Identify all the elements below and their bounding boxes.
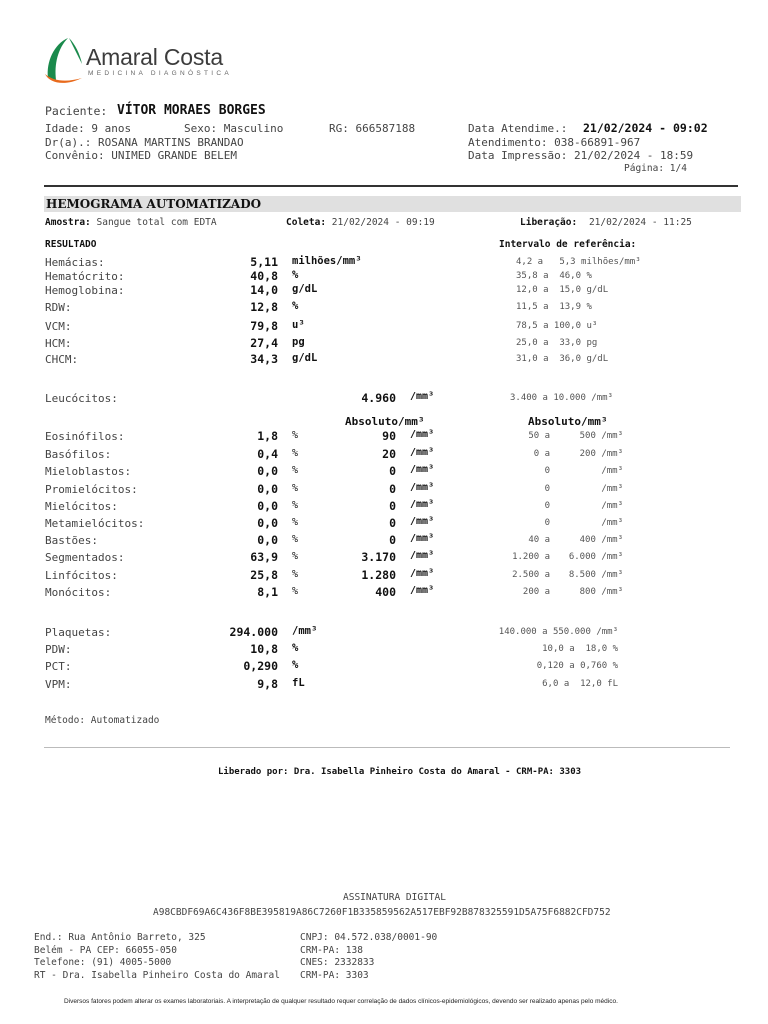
diff-label: Mielócitos: xyxy=(45,500,118,513)
release-value: 21/02/2024 - 11:25 xyxy=(588,217,692,228)
diff-ref-low: 0 xyxy=(544,518,550,528)
diff-percent: 8,1 xyxy=(257,585,278,599)
diff-ref-high: /mm³ xyxy=(601,466,623,476)
diff-percent-unit: % xyxy=(292,448,299,459)
diff-ref-low: 200 a xyxy=(522,587,550,597)
diff-absolute: 1.280 xyxy=(361,568,396,582)
result-label: HCM: xyxy=(45,337,72,350)
platelet-unit: fL xyxy=(292,677,305,689)
result-label: CHCM: xyxy=(45,353,79,366)
collect-label: Coleta: xyxy=(286,217,327,228)
sample-value: Sangue total com EDTA xyxy=(96,217,217,228)
platelet-reference: 140.000 a 550.000 /mm³ xyxy=(498,627,618,637)
platelet-value: 294.000 xyxy=(229,625,278,639)
result-value: 5,11 xyxy=(250,255,278,269)
platelet-unit: % xyxy=(292,659,299,671)
diff-percent-unit: % xyxy=(292,586,299,597)
doctor: Dr(a).: ROSANA MARTINS BRANDAO xyxy=(45,136,244,149)
diff-percent: 0,0 xyxy=(257,499,278,513)
result-value: 79,8 xyxy=(250,319,278,333)
page-number: Página: 1/4 xyxy=(624,163,687,174)
platelet-value: 9,8 xyxy=(257,677,278,691)
diff-absolute-unit: /mm³ xyxy=(410,447,435,458)
platelet-reference: 6,0 a 12,0 fL xyxy=(542,679,618,689)
result-label: Hemoglobina: xyxy=(45,284,125,297)
footer-right-line: CNPJ: 04.572.038/0001-90 xyxy=(300,932,438,943)
footer-right-line: CNES: 2332833 xyxy=(300,957,375,968)
reference-range: 4,2 a 5,3 milhões/mm³ xyxy=(516,257,641,267)
diff-percent: 0,0 xyxy=(257,533,278,547)
signature-hash: A98CBDF69A6C436F8BE395819A86C7260F1B335859562A517EBF92B878325591D5A75F6882CFD752 xyxy=(153,907,611,918)
footer-left-line: Belém - PA CEP: 66055-050 xyxy=(34,944,177,956)
footer-left-line: Telefone: (91) 4005-5000 xyxy=(34,957,172,968)
result-value: 12,8 xyxy=(250,300,278,314)
diff-percent-unit: % xyxy=(292,483,299,494)
diff-label: Mieloblastos: xyxy=(45,465,132,478)
sample-label: Amostra: xyxy=(45,217,91,228)
diff-absolute-unit: /mm³ xyxy=(410,464,435,475)
diff-absolute: 400 xyxy=(375,585,396,599)
diff-absolute-unit: /mm³ xyxy=(410,516,435,527)
diff-percent: 0,0 xyxy=(257,464,278,478)
diff-percent: 0,0 xyxy=(257,482,278,496)
diff-ref-high: 200 /mm³ xyxy=(579,449,623,459)
result-unit: g/dL xyxy=(292,352,318,364)
patient-rg: RG: 666587188 xyxy=(329,122,416,135)
diff-percent: 0,4 xyxy=(257,447,278,461)
diff-percent: 0,0 xyxy=(257,516,278,530)
diff-ref-high: /mm³ xyxy=(601,484,623,494)
collect-value: 21/02/2024 - 09:19 xyxy=(331,217,435,228)
diff-percent-unit: % xyxy=(292,534,299,545)
reference-range: 35,8 a 46,0 % xyxy=(516,271,592,281)
platelet-unit: /mm³ xyxy=(292,625,318,637)
patient-age: Idade: 9 anos xyxy=(45,122,132,135)
diff-ref-low: 0 xyxy=(544,501,550,511)
footer-address xyxy=(34,932,280,982)
diff-absolute: 0 xyxy=(389,499,396,513)
brand-name: Amaral Costa xyxy=(86,44,223,70)
diff-absolute: 0 xyxy=(389,482,396,496)
reference-range: 25,0 a 33,0 pg xyxy=(516,338,598,348)
diff-label: Segmentados: xyxy=(45,551,125,564)
diff-absolute-unit: /mm³ xyxy=(410,533,435,544)
platelet-reference: 0,120 a 0,760 % xyxy=(536,661,618,671)
patient-name: VÍTOR MORAES BORGES xyxy=(117,103,266,118)
attendance-date-value: 21/02/2024 - 09:02 xyxy=(583,121,708,135)
insurance: Convênio: UNIMED GRANDE BELEM xyxy=(45,149,238,162)
signature-title: ASSINATURA DIGITAL xyxy=(343,892,446,903)
header-rule xyxy=(44,185,738,187)
leuko-unit: /mm³ xyxy=(410,391,435,402)
method: Método: Automatizado xyxy=(45,715,160,726)
footer-left-line: RT - Dra. Isabella Pinheiro Costa do Amaral xyxy=(34,969,280,981)
attendance-number: Atendimento: 038-66891-967 xyxy=(468,136,641,149)
brand-subtitle: MEDICINA DIAGNÓSTICA xyxy=(88,70,233,77)
leuko-ref: 3.400 a 10.000 /mm³ xyxy=(510,393,613,403)
attendance-date-label: Data Atendime.: xyxy=(468,122,568,135)
absolute-header: Absoluto/mm³ xyxy=(345,415,425,428)
release-info xyxy=(520,217,692,228)
result-header: RESULTADO xyxy=(45,239,97,250)
reference-range: 11,5 a 13,9 % xyxy=(516,302,592,312)
result-value: 40,8 xyxy=(250,269,278,283)
collect-info xyxy=(286,217,435,228)
result-unit: pg xyxy=(292,336,305,348)
platelet-unit: % xyxy=(292,642,299,654)
result-value: 27,4 xyxy=(250,336,278,350)
diff-percent: 25,8 xyxy=(250,568,278,582)
footer-right-line: CRM-PA: 138 xyxy=(300,944,363,956)
diff-percent-unit: % xyxy=(292,551,299,562)
result-label: VCM: xyxy=(45,320,72,333)
diff-absolute-unit: /mm³ xyxy=(410,482,435,493)
leuko-label: Leucócitos: xyxy=(45,392,118,405)
diff-absolute: 90 xyxy=(382,429,396,443)
diff-absolute-unit: /mm³ xyxy=(410,499,435,510)
diff-ref-low: 0 xyxy=(544,484,550,494)
platelet-value: 10,8 xyxy=(250,642,278,656)
diff-label: Basófilos: xyxy=(45,448,112,461)
footer-right-line: CRM-PA: 3303 xyxy=(300,969,369,981)
result-unit: u³ xyxy=(292,319,305,331)
platelet-label: PDW: xyxy=(45,643,72,656)
diff-percent: 1,8 xyxy=(257,429,278,443)
patient-sex: Sexo: Masculino xyxy=(184,122,284,135)
diff-percent-unit: % xyxy=(292,569,299,580)
diff-label: Promielócitos: xyxy=(45,483,138,496)
released-by: Liberado por: Dra. Isabella Pinheiro Costa do Amaral - CRM-PA: 3303 xyxy=(218,767,582,777)
result-unit: % xyxy=(292,269,299,281)
diff-absolute: 0 xyxy=(389,464,396,478)
diff-absolute: 0 xyxy=(389,516,396,530)
diff-absolute: 0 xyxy=(389,533,396,547)
diff-absolute-unit: /mm³ xyxy=(410,429,435,440)
reference-header: Intervalo de referência: xyxy=(499,239,637,250)
diff-ref-high: 8.500 /mm³ xyxy=(568,570,623,580)
brand-logo-icon xyxy=(42,34,86,86)
diff-absolute-unit: /mm³ xyxy=(410,550,435,561)
diff-absolute: 20 xyxy=(382,447,396,461)
reference-range: 12,0 a 15,0 g/dL xyxy=(516,285,609,295)
disclaimer: Diversos fatores podem alterar os exames laboratoriais. A interpretação de qualquer resultado requer correlação de dados clínicos-epidemiológicos, devendo ser realizado apenas pelo médico. xyxy=(64,998,618,1005)
print-date: Data Impressão: 21/02/2024 - 18:59 xyxy=(468,149,694,162)
diff-ref-low: 2.500 a xyxy=(512,570,550,580)
diff-percent: 63,9 xyxy=(250,550,278,564)
result-unit: milhões/mm³ xyxy=(292,255,362,267)
diff-label: Eosinófilos: xyxy=(45,430,125,443)
diff-label: Linfócitos: xyxy=(45,569,118,582)
diff-ref-low: 1.200 a xyxy=(512,552,550,562)
diff-ref-high: 800 /mm³ xyxy=(579,587,623,597)
diff-ref-high: 400 /mm³ xyxy=(579,535,623,545)
diff-label: Monócitos: xyxy=(45,586,112,599)
diff-absolute: 3.170 xyxy=(361,550,396,564)
result-label: Hematócrito: xyxy=(45,270,125,283)
reference-range: 31,0 a 36,0 g/dL xyxy=(516,354,609,364)
platelet-label: PCT: xyxy=(45,660,72,673)
diff-ref-low: 50 a xyxy=(528,431,550,441)
result-value: 14,0 xyxy=(250,283,278,297)
diff-ref-high: 6.000 /mm³ xyxy=(568,552,623,562)
diff-ref-high: /mm³ xyxy=(601,518,623,528)
absolute-ref-header: Absoluto/mm³ xyxy=(528,415,608,428)
platelet-label: Plaquetas: xyxy=(45,626,112,639)
platelet-label: VPM: xyxy=(45,678,72,691)
result-value: 34,3 xyxy=(250,352,278,366)
platelet-value: 0,290 xyxy=(243,659,278,673)
exam-title: HEMOGRAMA AUTOMATIZADO xyxy=(46,197,262,211)
diff-ref-low: 40 a xyxy=(528,535,550,545)
diff-ref-high: /mm³ xyxy=(601,501,623,511)
diff-label: Metamielócitos: xyxy=(45,517,145,530)
diff-ref-low: 0 a xyxy=(533,449,550,459)
diff-percent-unit: % xyxy=(292,465,299,476)
reference-range: 78,5 a 100,0 u³ xyxy=(516,321,598,331)
result-label: Hemácias: xyxy=(45,256,105,269)
platelet-reference: 10,0 a 18,0 % xyxy=(542,644,618,654)
diff-percent-unit: % xyxy=(292,500,299,511)
diff-ref-low: 0 xyxy=(544,466,550,476)
result-label: RDW: xyxy=(45,301,72,314)
patient-label: Paciente: xyxy=(45,104,108,118)
diff-percent-unit: % xyxy=(292,517,299,528)
diff-label: Bastões: xyxy=(45,534,98,547)
result-unit: % xyxy=(292,300,299,312)
separator-rule xyxy=(44,747,730,748)
leuko-value: 4.960 xyxy=(361,391,396,405)
footer-left-line: End.: Rua Antônio Barreto, 325 xyxy=(34,932,206,943)
release-label: Liberação: xyxy=(520,217,578,228)
diff-ref-high: 500 /mm³ xyxy=(579,431,623,441)
diff-percent-unit: % xyxy=(292,430,299,441)
footer-registry xyxy=(300,932,437,982)
sample-info xyxy=(45,217,217,228)
diff-absolute-unit: /mm³ xyxy=(410,568,435,579)
diff-absolute-unit: /mm³ xyxy=(410,585,435,596)
result-unit: g/dL xyxy=(292,283,318,295)
